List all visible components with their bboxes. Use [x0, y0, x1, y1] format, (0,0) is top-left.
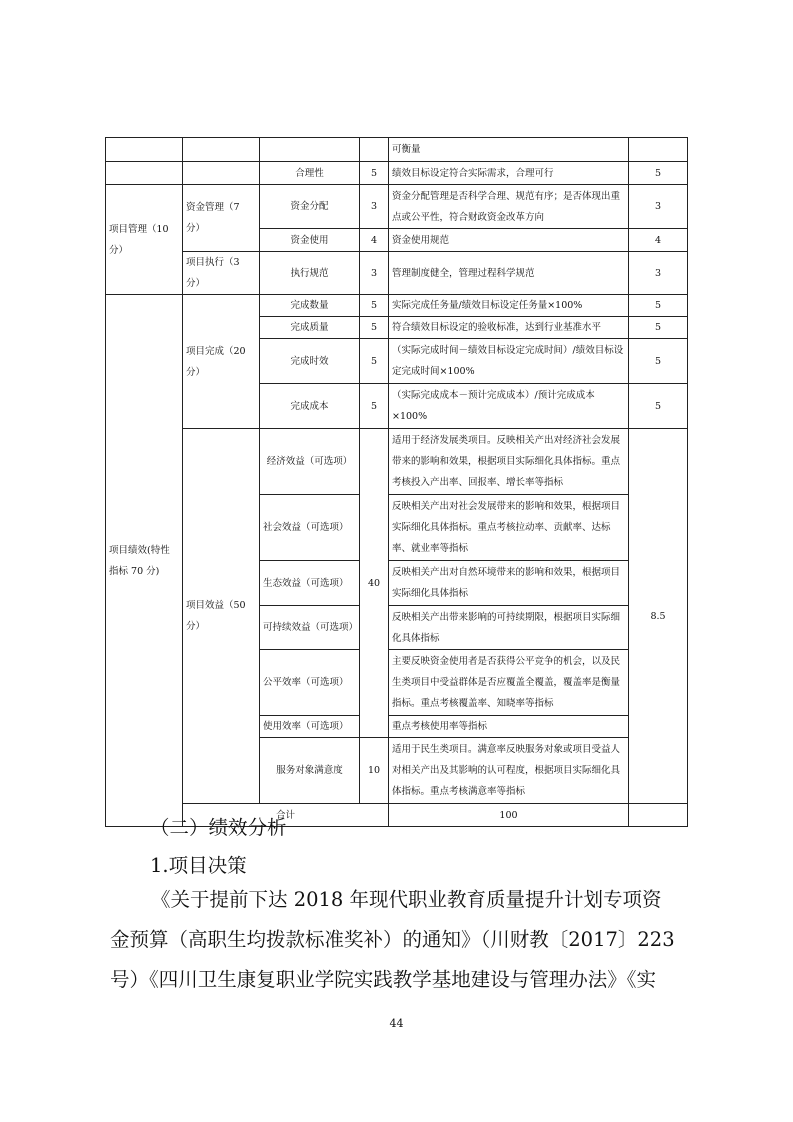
result-cell: 5: [629, 317, 688, 339]
table-cell: [106, 162, 183, 185]
indicator-cell: 完成时效: [260, 339, 360, 384]
criteria-cell: 管理制度健全，管理过程科学规范: [389, 252, 629, 295]
indicator-cell: 资金使用: [260, 229, 360, 252]
total-score: 100: [389, 804, 629, 827]
criteria-cell: 可衡量: [389, 138, 629, 162]
score-cell: 40: [360, 429, 389, 738]
subcategory-cell: 项目执行（3 分）: [183, 252, 260, 295]
table-cell: [106, 138, 183, 162]
table-row: [106, 429, 688, 495]
criteria-cell: （实际完成时间－绩效目标设定完成时间）/绩效目标设定完成时间×100%: [389, 339, 629, 384]
table-cell: [183, 138, 260, 162]
score-cell: 10: [360, 738, 389, 804]
table-cell: [183, 162, 260, 185]
subcategory-cell: 项目完成（20 分）: [183, 295, 260, 429]
indicator-cell: 完成数量: [260, 295, 360, 317]
paragraph-line: 金预算（高职生均拨款标准奖补）的通知》（川财教〔2017〕223: [110, 928, 675, 951]
criteria-cell: 实际完成任务量/绩效目标设定任务量×100%: [389, 295, 629, 317]
criteria-cell: 资金分配管理是否科学合理、规范有序；是否体现出重点或公平性，符合财政资金改革方向: [389, 185, 629, 229]
criteria-cell: 符合绩效目标设定的验收标准，达到行业基准水平: [389, 317, 629, 339]
score-cell: 5: [360, 339, 389, 384]
score-cell: 3: [360, 252, 389, 295]
indicator-cell: 服务对象满意度: [260, 738, 360, 804]
table-row: [106, 252, 688, 295]
subcategory-cell: 项目效益（50 分）: [183, 429, 260, 804]
table-cell: [360, 138, 389, 162]
criteria-cell: 资金使用规范: [389, 229, 629, 252]
criteria-cell: 适用于民生类项目。满意率反映服务对象或项目受益人对相关产出及其影响的认可程度，根据项目实际细化具体指标。重点考核满意率等指标: [389, 738, 629, 804]
result-cell: 3: [629, 252, 688, 295]
total-label: 合计: [183, 804, 389, 827]
table-cell: [260, 138, 360, 162]
result-cell: 3: [629, 185, 688, 229]
criteria-cell: 主要反映资金使用者是否获得公平竞争的机会，以及民生类项目中受益群体是否应覆盖全覆盖，覆盖率是衡量指标。重点考核覆盖率、知晓率等指标: [389, 650, 629, 716]
indicator-cell: 经济效益（可选项）: [260, 429, 360, 495]
criteria-cell: 反映相关产出对社会发展带来的影响和效果，根据项目实际细化具体指标。重点考核拉动率、贡献率、达标率、就业率等指标: [389, 495, 629, 561]
score-cell: 5: [360, 317, 389, 339]
table-row: [106, 138, 688, 162]
indicator-cell: 完成成本: [260, 384, 360, 429]
table-row: [106, 295, 688, 317]
indicator-cell: 合理性: [260, 162, 360, 185]
score-cell: 3: [360, 185, 389, 229]
criteria-cell: （实际完成成本－预计完成成本）/预计完成成本×100%: [389, 384, 629, 429]
indicator-cell: 执行规范: [260, 252, 360, 295]
result-cell: 8.5: [629, 429, 688, 804]
subcategory-cell: 资金管理（7 分）: [183, 185, 260, 252]
result-cell: 5: [629, 339, 688, 384]
indicator-cell: 使用效率（可选项）: [260, 716, 360, 738]
score-cell: 5: [360, 384, 389, 429]
category-cell: 项目管理（10 分）: [106, 185, 183, 295]
table-cell: [629, 138, 688, 162]
criteria-cell: 反映相关产出带来影响的可持续期限，根据项目实际细化具体指标: [389, 606, 629, 650]
page-number: 44: [389, 1017, 404, 1030]
section-heading: （二）绩效分析: [150, 816, 287, 839]
indicator-cell: 生态效益（可选项）: [260, 561, 360, 606]
result-cell: 5: [629, 295, 688, 317]
indicator-cell: 可持续效益（可选项）: [260, 606, 360, 650]
paragraph-line: 号）《四川卫生康复职业学院实践教学基地建设与管理办法》《实: [110, 968, 657, 991]
score-cell: 4: [360, 229, 389, 252]
body-paragraph: [110, 880, 690, 1000]
indicator-cell: 公平效率（可选项）: [260, 650, 360, 716]
table-row: [106, 185, 688, 229]
score-cell: 5: [360, 162, 389, 185]
result-cell: 5: [629, 384, 688, 429]
criteria-cell: 重点考核使用率等指标: [389, 716, 629, 738]
indicator-cell: 资金分配: [260, 185, 360, 229]
criteria-cell: 绩效目标设定符合实际需求，合理可行: [389, 162, 629, 185]
sub-heading: 1.项目决策: [150, 854, 247, 877]
paragraph-line: 《关于提前下达 2018 年现代职业教育质量提升计划专项资: [151, 888, 662, 911]
indicator-cell: 社会效益（可选项）: [260, 495, 360, 561]
category-cell: 项目绩效(特性指标 70 分): [106, 295, 183, 827]
score-cell: 5: [360, 295, 389, 317]
performance-evaluation-table: [105, 137, 688, 827]
indicator-cell: 完成质量: [260, 317, 360, 339]
result-cell: 4: [629, 229, 688, 252]
table-cell: [629, 804, 688, 827]
criteria-cell: 反映相关产出对自然环境带来的影响和效果，根据项目实际细化具体指标: [389, 561, 629, 606]
table-row: [106, 162, 688, 185]
criteria-cell: 适用于经济发展类项目。反映相关产出对经济社会发展带来的影响和效果，根据项目实际细化具体指标。重点考核投入产出率、回报率、增长率等指标: [389, 429, 629, 495]
result-cell: 5: [629, 162, 688, 185]
